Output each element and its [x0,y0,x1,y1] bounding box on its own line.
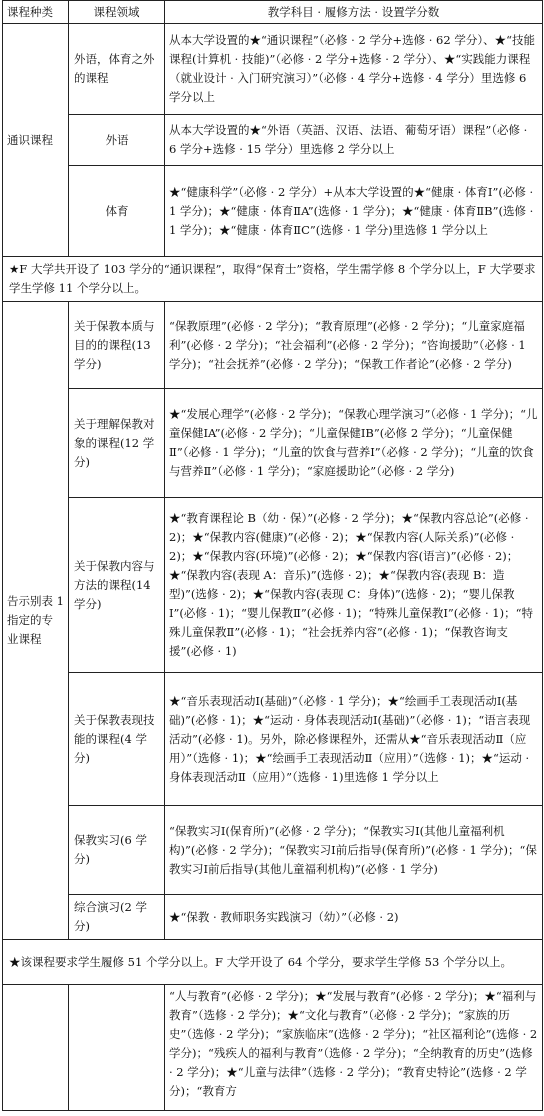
detail-cell: ★“音乐表现活动Ⅰ(基础)”（必修 · 1 学分)；★“绘画手工表现活动Ⅰ(基础)”(必修 · 1)；★“运动 · 身体表现活动Ⅰ(基础)”（必修 · 1)；“语言表现活动”(必修 · 1)。另外，除必修课程外，还需从★“音乐表现活动Ⅱ（应用）”（选修 · 1)；★“绘画手工表现活动Ⅱ（应用）”（选修 · 1)；★“运动 · 身体表现活动Ⅱ（应用）”（选修 · 1)里选修 1 学分以上 [165,673,543,806]
detail-cell: 从本大学设置的★“外语（英語、汉语、法语、葡萄牙语）课程”（必修 · 6 学分+选修 · 15 学分）里选修 2 学分以上 [165,115,543,166]
table-row [3,302,543,389]
table-row [3,673,543,806]
table-row [3,389,543,498]
table-row [3,895,543,940]
detail-cell: “人与教育”(必修 · 2 学分)；★“发展与教育”(必修 · 2 学分)；★“福利与教育”（选修 · 2 学分)；★“文化与教育”（必修 · 2 学分)；“家族的历史”（选修 · 2 学分)；“家族临床”(选修 · 2 学分)；“社区福利论”(选修 · 2 学分)；“残疾人的福利与教育”（选修 · 2 学分)；“全纳教育的历史”(选修 · 2 学分)；★“儿童与法律”（选修 · 2 学分)；“教育史特论”(选修 · 2 学分)；“教育方 [165,985,543,1111]
detail-cell: “保教原理”(必修 · 2 学分)；“教育原理”(必修 · 2 学分)；“儿童家庭福利”(必修 · 2 学分)；“社会福利”(必修 · 2 学分)；“咨询援助”（必修 · 1 学分)；“社会抚养”(必修 · 2 学分)；“保教工作者论”(必修 · 2 学分) [165,302,543,389]
field-cell: 关于理解保教对象的课程(12 学分) [69,389,165,498]
category-professional: 告示别表 1 指定的专业课程 [3,302,69,940]
table-row [3,985,543,1111]
field-cell: 体育 [69,166,165,257]
field-cell: 外语，体育之外的课程 [69,24,165,115]
detail-cell: ★“健康科学”（必修 · 2 学分）+从本大学设置的★“健康 · 体育Ⅰ”(必修 · 1 学分)；★“健康 · 体育ⅡA”(选修 · 1 学分)；★“健康 · 体育ⅡB”(选修 · 1 学分)；★“健康 · 体育ⅡC”(选修 · 1 学分)里选修 1 学分以上 [165,166,543,257]
field-cell: 关于保教本质与目的的课程(13 学分) [69,302,165,389]
table-header-row [3,1,543,24]
field-cell: 外语 [69,115,165,166]
detail-cell: ★“保教 · 教师职务实践演习（幼）”（必修 · 2) [165,895,543,940]
field-cell: 关于保教表现技能的课程(4 学分) [69,673,165,806]
header-subjects-credits: 教学科目 · 履修方法 · 设置学分数 [165,1,543,24]
note-row [3,940,543,985]
table-row [3,166,543,257]
professional-note: ★该课程要求学生履修 51 个学分以上。F 大学开设了 64 个学分，要求学生学修 53 个学分以上。 [3,940,543,985]
field-cell: 综合演习(2 学分) [69,895,165,940]
field-cell: 关于保教内容与方法的课程(14 学分) [69,498,165,673]
category-elective [3,985,69,1111]
note-row [3,257,543,302]
course-table [2,0,543,1111]
field-cell: 保教实习(6 学分) [69,806,165,895]
detail-cell: 从本大学设置的★“通识课程”（必修 · 2 学分+选修 · 62 学分）、★“技能课程(计算机 · 技能)”（必修 · 2 学分+选修 · 2 学分）、★“实践能力课程（就业设计 · 入门研究演习）”（必修 · 4 学分+选修 · 4 学分）里选修 6 学分以上 [165,24,543,115]
detail-cell: ★“教育课程论 B（幼 · 保）”(必修 · 2 学分)；★“保教内容总论”(必修 · 2)；★“保教内容(健康)”(必修 · 2)；★“保教内容(人际关系)”(必修 · 2)；★“保教内容(环境)”(必修 · 2)；★“保教内容(语言)”(必修 · 2)；★“保教内容(表现 A：音乐)”(选修 · 2)；★“保教内容(表现 B：造型)”(选修 · 2)；★“保教内容(表现 C：身体)”(选修 · 2)；“婴儿保教Ⅰ”(必修 · 1)；“婴儿保教Ⅱ”(必修 · 1)；“特殊儿童保教Ⅰ”(必修 · 1)；“特殊儿童保教Ⅱ”(必修 · 1)；“社会抚养内容”(必修 · 1)；“保教咨询支援”(必修 · 1) [165,498,543,673]
table-row [3,498,543,673]
table-row [3,24,543,115]
field-cell [69,985,165,1111]
detail-cell: “保教实习Ⅰ(保育所)”(必修 · 2 学分)；“保教实习Ⅰ(其他儿童福利机构)”(必修 · 2 学分)；“保教实习Ⅰ前后指导(保育所)”(必修 · 1 学分)；“保教实习Ⅰ前后指导(其他儿童福利机构)”(必修 · 1 学分) [165,806,543,895]
header-course-type: 课程种类 [3,1,69,24]
table-row [3,115,543,166]
table-row [3,806,543,895]
general-note: ★F 大学共开设了 103 学分的“通识课程”，取得“保育士”资格，学生需学修 8 个学分以上，F 大学要求学生学修 11 个学分以上。 [3,257,543,302]
category-general: 通识课程 [3,24,69,257]
header-course-field: 课程领域 [69,1,165,24]
detail-cell: ★“发展心理学”(必修 · 2 学分)；“保教心理学演习”（必修 · 1 学分)；“儿童保健ⅠA”(必修 · 2 学分)；“儿童保健ⅠB”(必修 2 学分)；“儿童保健Ⅱ”（必修 · 1 学分)；“儿童的饮食与营养Ⅰ”（必修 · 2 学分)；“儿童的饮食与营养Ⅱ”（必修 · 1 学分)；“家庭援助论”（必修 · 2 学分) [165,389,543,498]
